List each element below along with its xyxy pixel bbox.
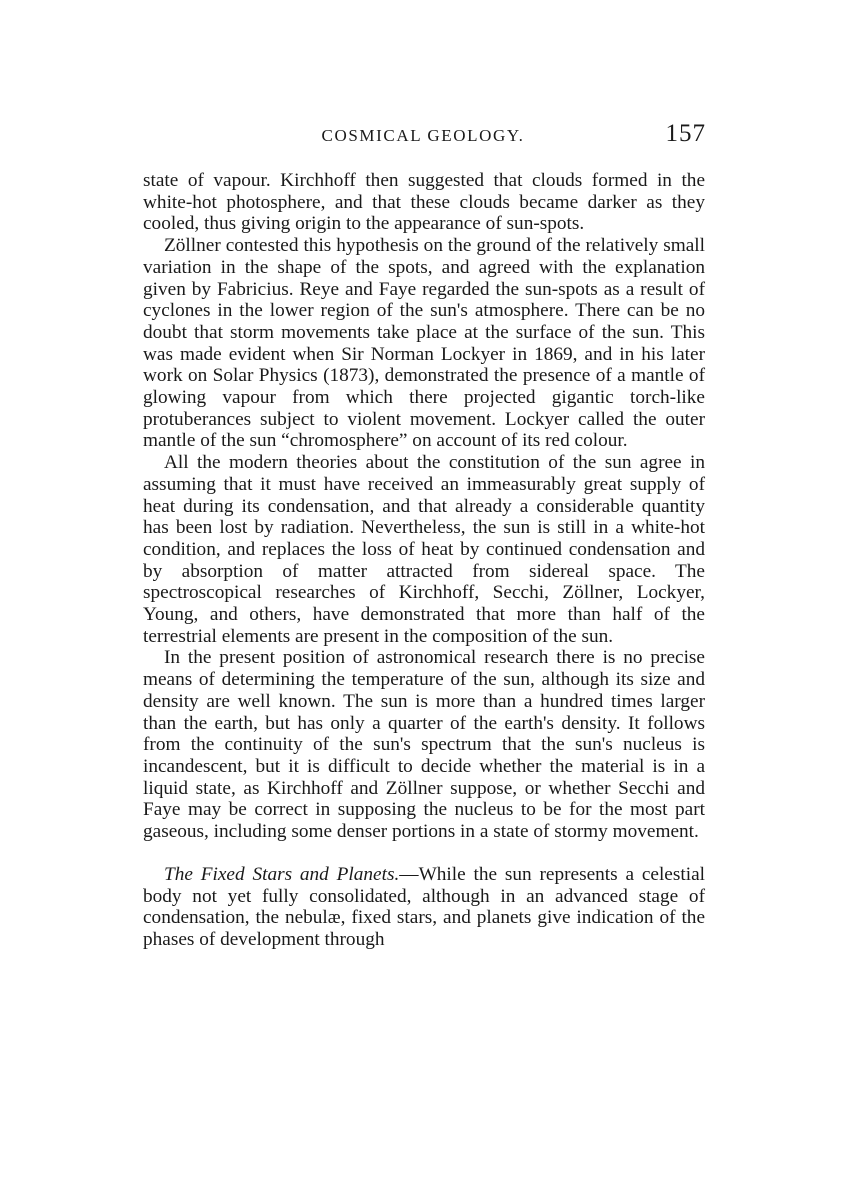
paragraph-fixed-stars (143, 864, 705, 951)
paragraph-sun-spots-vapour: state of vapour. Kirchhoff then suggested that clouds formed in the white-hot photosphere, and that these clouds became darker as they cooled, thus giving origin to the appearance of sun-spots. (143, 170, 705, 235)
paragraph-zollner-cyclones: Zöllner contested this hypothesis on the ground of the relatively small variation in the shape of the spots, and agreed with the explanation given by Fabricius. Reye and Faye regarded the sun-spots as a result of cyclones in the lower region of the sun's atmosphere. There can be no doubt that storm movements take place at the surface of the sun. This was made evident when Sir Norman Lockyer in 1869, and in his later work on Solar Physics (1873), demonstrated the presence of a mantle of glowing vapour from which there projected gigantic torch-like protuberances subject to violent movement. Lockyer called the outer mantle of the sun “chromosphere” on account of its red colour. (143, 235, 705, 452)
section-body-text: —While the sun represents a celestial body not yet fully consolidated, although in an advanced stage of condensation, the nebulæ, fixed stars, and planets give indication of the phases of development through (143, 863, 705, 950)
paragraph-sun-temperature: In the present position of astronomical research there is no precise means of determining the temperature of the sun, although its size and density are well known. The sun is more than a hundred times larger than the earth, but has only a quarter of the earth's density. It follows from the continuity of the sun's spectrum that the sun's nucleus is incandescent, but it is difficult to decide whether the material is in a liquid state, as Kirchhoff and Zöllner suppose, or whether Secchi and Faye may be correct in supposing the nucleus to be for the most part gaseous, including some denser portions in a state of stormy movement. (143, 647, 705, 843)
page-number: 157 (665, 120, 706, 147)
paragraph-sun-constitution: All the modern theories about the constitution of the sun agree in assuming that it must have received an immeasurably great supply of heat during its condensation, and that already a considerable quantity has been lost by radiation. Nevertheless, the sun is still in a white-hot condition, and replaces the loss of heat by continued condensation and by absorption of matter attracted from sidereal space. The spectroscopical researches of Kirchhoff, Secchi, Zöllner, Lockyer, Young, and others, have demonstrated that more than half of the terrestrial elements are present in the composition of the sun. (143, 452, 705, 647)
section-heading-fixed-stars: The Fixed Stars and Planets. (164, 863, 400, 885)
running-header (140, 118, 706, 158)
body-text (143, 170, 705, 951)
running-title: COSMICAL GEOLOGY. (321, 126, 525, 145)
